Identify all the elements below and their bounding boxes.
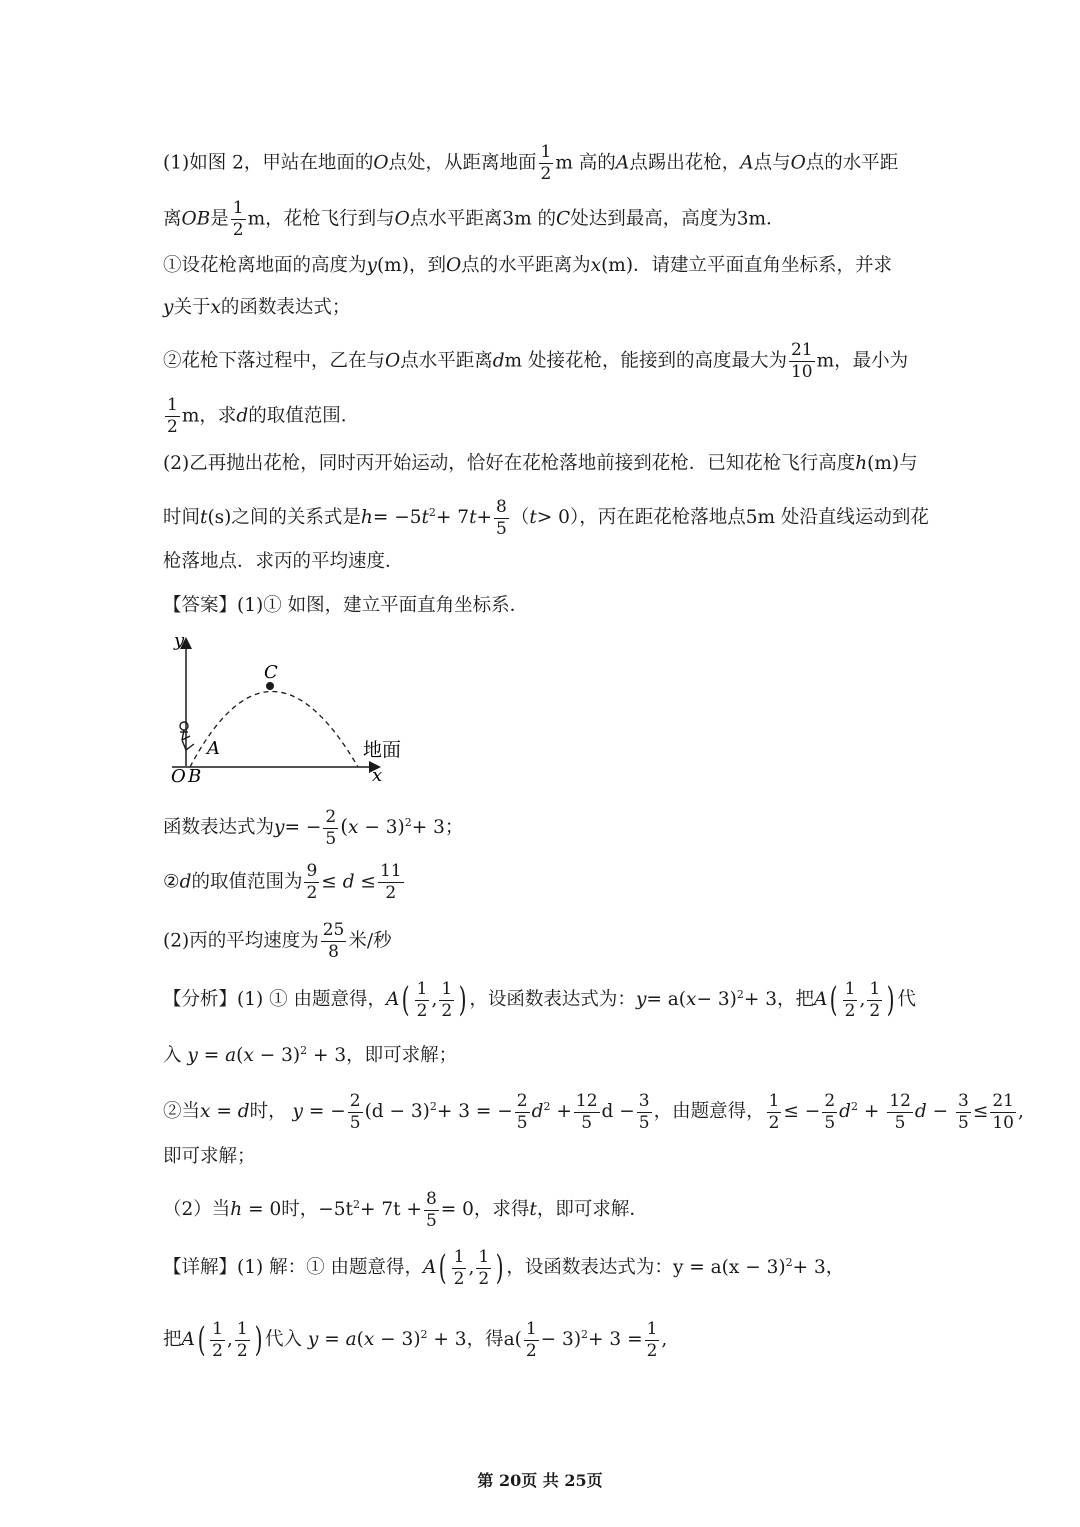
den: 5	[496, 518, 507, 539]
eq: d −	[601, 1101, 635, 1123]
eq: = a(	[646, 989, 687, 1011]
den: 2	[540, 164, 552, 184]
eq: = −5	[372, 507, 422, 529]
text: 的取值范围为	[191, 871, 303, 893]
q1-line2	[163, 200, 785, 239]
var-d: d	[531, 1101, 544, 1123]
text: 关于	[173, 297, 211, 318]
text: (2)丙的平均速度为	[163, 930, 319, 952]
text: ，即可求解．	[536, 1199, 648, 1221]
num: 1	[167, 395, 178, 415]
text: 时，	[249, 1101, 287, 1123]
eq: − 3)	[358, 817, 405, 839]
text: 离	[163, 208, 182, 230]
person-icon	[180, 722, 194, 750]
text: (m)与	[867, 453, 918, 474]
answer-head	[163, 591, 528, 621]
q2-line2: 时间t(s)之间的关系式是$h= -5t^2+ 7t+$ $\frac{8}{5}$ （t> 0），丙在距花枪落地点5m 处沿直线运动到花	[163, 496, 929, 539]
q1-line1	[163, 144, 898, 183]
fraction-9-2	[304, 863, 319, 902]
text: 点的水平距	[805, 152, 899, 174]
text: (m)．请建立平面直角坐标系，并求	[601, 255, 893, 276]
den: 2	[232, 220, 244, 240]
text: m 处接花枪，能接到的高度最大为	[504, 350, 787, 372]
text: 枪落地点．求丙的平均速度．	[163, 551, 404, 572]
analysis-line5: （2）当h = 0时，$-5t^2+ 7t$ + $\frac{8}{5}$ = 0，求得t，即可求解．	[163, 1188, 648, 1231]
text: m，最小为	[816, 350, 909, 372]
var-O: O	[385, 350, 401, 372]
text: 【分析】(1) ① 由题意得，	[163, 989, 386, 1011]
text: 即可求解；	[163, 1146, 256, 1167]
num: 1	[232, 198, 244, 218]
text: = 0，求得	[440, 1199, 530, 1221]
eq: +	[556, 1101, 572, 1123]
text: ②当	[163, 1101, 201, 1123]
analysis-line3: ②当x = d时， y = − $\frac{2}{5}$ $(d - 3)^2+ 3$ = − $\frac{2}{5}$ $d^2$ + $\frac{12}{5}$ d − $\frac{3}{5}$ ，由题意得， $\frac{1}{2}$ ≤ − $\frac{2}{5}$ $d^2$ + $\frac{12}{5}$ d − $\frac{3}{5}$ ≤ $\frac{21}{10}$ ,	[163, 1090, 1024, 1133]
var-y: y	[292, 1101, 303, 1123]
fraction-half	[231, 200, 246, 239]
den: 2	[306, 883, 318, 903]
fraction-8-5	[494, 496, 509, 539]
text: 米/秒	[348, 930, 392, 952]
var-d: d	[236, 405, 249, 427]
eq: (d − 3)	[364, 1101, 430, 1123]
label-A: A	[207, 738, 220, 759]
q2-line1	[163, 449, 918, 479]
den: 2	[385, 883, 397, 903]
num: 8	[496, 496, 507, 517]
eq: + 7t +	[359, 1199, 422, 1221]
var-C: C	[556, 208, 571, 230]
text: m 高的	[555, 152, 616, 174]
detail-line2: 把A( $\frac{1}{2}$ , $\frac{1}{2}$ ) 代入 $y = a(x - 3)^2 + 3$，得a( $\frac{1}{2}$ − 3)$^2$+ 3 = $\frac{1}{2}$ ,	[163, 1318, 668, 1361]
analysis-line4	[163, 1142, 256, 1172]
num: 25	[322, 920, 345, 940]
detail-line1: 【详解】(1) 解：① 由题意得，A( $\frac{1}{2}$ , $\frac{1}{2}$ ) ，设函数表达式为：$y = a(x - 3)^2+ 3$，	[163, 1246, 845, 1289]
text: 点与	[753, 152, 791, 174]
q2-line3	[163, 547, 404, 577]
var-A: A	[181, 1329, 195, 1351]
text: > 0），丙在距花枪落地点5m 处沿直线运动到花	[536, 507, 929, 529]
var-A: A	[740, 152, 754, 174]
eq: = −	[308, 1101, 346, 1123]
text: m，求	[181, 405, 237, 427]
text: ，得	[466, 1329, 504, 1351]
text: 处达到最高，高度为3m．	[570, 208, 785, 230]
text: (1)如图 2，甲站在地面的	[163, 152, 374, 174]
den: 10	[790, 362, 813, 382]
var-A: A	[422, 1257, 437, 1279]
text: 【详解】(1) 解：① 由题意得，	[163, 1257, 423, 1279]
text: 点水平距离3m 的	[409, 208, 557, 230]
le: ≤	[321, 871, 337, 893]
num: 21	[790, 340, 813, 360]
var-d: d	[237, 1101, 250, 1123]
var-x: x	[348, 817, 359, 839]
var-d: d	[179, 871, 192, 893]
text: 的函数表达式；	[220, 297, 351, 318]
text: 的取值范围．	[248, 405, 360, 427]
label-B: B	[188, 766, 202, 787]
text: ①设花枪离地面的高度为	[163, 255, 367, 276]
axis-label-x: x	[372, 765, 383, 786]
var-y: y	[366, 255, 377, 276]
fraction-half	[539, 144, 554, 183]
eq: ≤	[972, 1101, 989, 1123]
eq: −5t	[318, 1199, 353, 1221]
text: ，设函数表达式为：	[506, 1257, 673, 1279]
eq: a(	[503, 1329, 522, 1351]
var-x: x	[210, 297, 221, 318]
text: 是	[210, 208, 229, 230]
eq: + 3 = −	[436, 1101, 513, 1123]
text: m，花枪飞行到与	[247, 208, 395, 230]
fraction-11-2	[378, 863, 404, 902]
q1-1-line1	[163, 251, 892, 281]
text: 代入	[264, 1329, 302, 1351]
eq: ≤ −	[783, 1101, 821, 1123]
label-C: C	[264, 662, 278, 683]
var-O: O	[373, 152, 389, 174]
paren: (	[340, 814, 348, 839]
var-x: x	[200, 1101, 211, 1123]
var-OB: OB	[181, 208, 211, 230]
var-t: t	[529, 507, 537, 529]
q1-2-line2	[163, 397, 359, 436]
text: 【答案】(1)① 如图，建立平面直角坐标系．	[163, 595, 529, 616]
text: 入	[163, 1045, 182, 1067]
axis-label-y: y	[174, 630, 185, 651]
fraction-21-10	[789, 342, 815, 381]
var-A: A	[385, 989, 400, 1011]
var-d: d	[492, 350, 505, 372]
var-O: O	[394, 208, 410, 230]
text: （2）当	[163, 1199, 231, 1221]
text: ，由题意得，	[653, 1101, 765, 1123]
text: ，设函数表达式为：	[469, 989, 636, 1011]
eq: =	[216, 1101, 232, 1123]
text: + 3，把	[743, 989, 814, 1011]
fraction-half	[165, 397, 180, 436]
var-A: A	[814, 989, 828, 1011]
fraction-25-8	[321, 922, 347, 961]
text: (m)，到	[376, 255, 446, 276]
text: (s)之间的关系式是	[207, 507, 361, 529]
var-t: t	[421, 507, 429, 529]
num: 11	[379, 861, 402, 881]
var-y: y	[274, 817, 285, 839]
den: 2	[167, 417, 178, 437]
num: 1	[540, 142, 552, 162]
eq: y = a(x − 3)	[672, 1257, 786, 1279]
le: ≤	[360, 871, 376, 893]
var-x: x	[686, 989, 697, 1011]
label-ground: 地面	[363, 739, 402, 761]
text: ②	[163, 871, 180, 893]
var-y: y	[163, 297, 174, 318]
eq: = −	[284, 817, 322, 839]
den: 8	[328, 942, 339, 962]
text: ,	[1017, 1101, 1024, 1123]
analysis-line2: 入 $y = a(x - 3)^2 + 3$，即可求解；	[163, 1044, 458, 1067]
q1-2-line1	[163, 342, 908, 381]
eq: + 3 =	[588, 1329, 643, 1351]
var-A: A	[615, 152, 630, 174]
text: ，即可求解；	[346, 1045, 458, 1067]
eq: +	[476, 507, 493, 529]
var-O: O	[790, 152, 806, 174]
text: 点踢出花枪，	[629, 152, 741, 174]
analysis-line1: 【分析】(1) ① 由题意得，A( $\frac{1}{2}$ , $\frac{1}{2}$ ) ，设函数表达式为：$y= a(x- 3)^2+ 3$，把A( $\frac{1}{2}$ , $\frac{1}{2}$ ) 代	[163, 978, 916, 1021]
text: (2)乙再抛出花枪，同时丙开始运动，恰好在花枪落地前接到花枪．已知花枪飞行高度	[163, 453, 856, 474]
eq: + 7	[435, 507, 470, 529]
text: ②花枪下落过程中，乙在与	[163, 350, 386, 372]
eq: − 3)	[540, 1329, 582, 1351]
answer-r3	[163, 922, 392, 961]
var-x: x	[590, 255, 602, 276]
text: 点水平距离	[400, 350, 493, 372]
var-h: h	[855, 453, 868, 474]
var-h: h	[230, 1199, 243, 1221]
var-y: y	[635, 989, 647, 1011]
text: （	[510, 507, 530, 529]
var-t: t	[200, 507, 208, 529]
eq: + 3，	[792, 1257, 845, 1279]
var-O: O	[445, 255, 462, 276]
var-h: h	[360, 507, 373, 529]
text: 点处，从距离地面	[388, 152, 537, 174]
eq: + 3；	[411, 817, 464, 839]
num: 9	[306, 861, 318, 881]
q1-1-line2	[163, 293, 350, 323]
text: 点的水平距离为	[461, 255, 591, 276]
text: 代	[897, 989, 916, 1011]
text: 时间	[163, 507, 201, 529]
answer-r1: 函数表达式为y= − $\frac{2}{5}$ $(x - 3)^2+ 3$；	[163, 806, 464, 849]
vertex-point	[266, 682, 274, 690]
text: ,	[661, 1329, 668, 1351]
var-t: t	[469, 507, 477, 529]
answer-r2	[163, 863, 406, 902]
label-O: O	[171, 766, 186, 787]
eq: − 3)	[696, 989, 737, 1011]
fraction-2-5: $\frac{2}{5}$	[325, 806, 337, 849]
page-footer: 第 20页 共 25页	[477, 1471, 603, 1490]
var-d: d	[342, 871, 355, 893]
text: 函数表达式为	[163, 817, 275, 839]
parabola-graph	[160, 628, 430, 788]
var-t: t	[529, 1199, 537, 1221]
text: 把	[163, 1329, 182, 1351]
text: = 0时，	[248, 1199, 319, 1221]
